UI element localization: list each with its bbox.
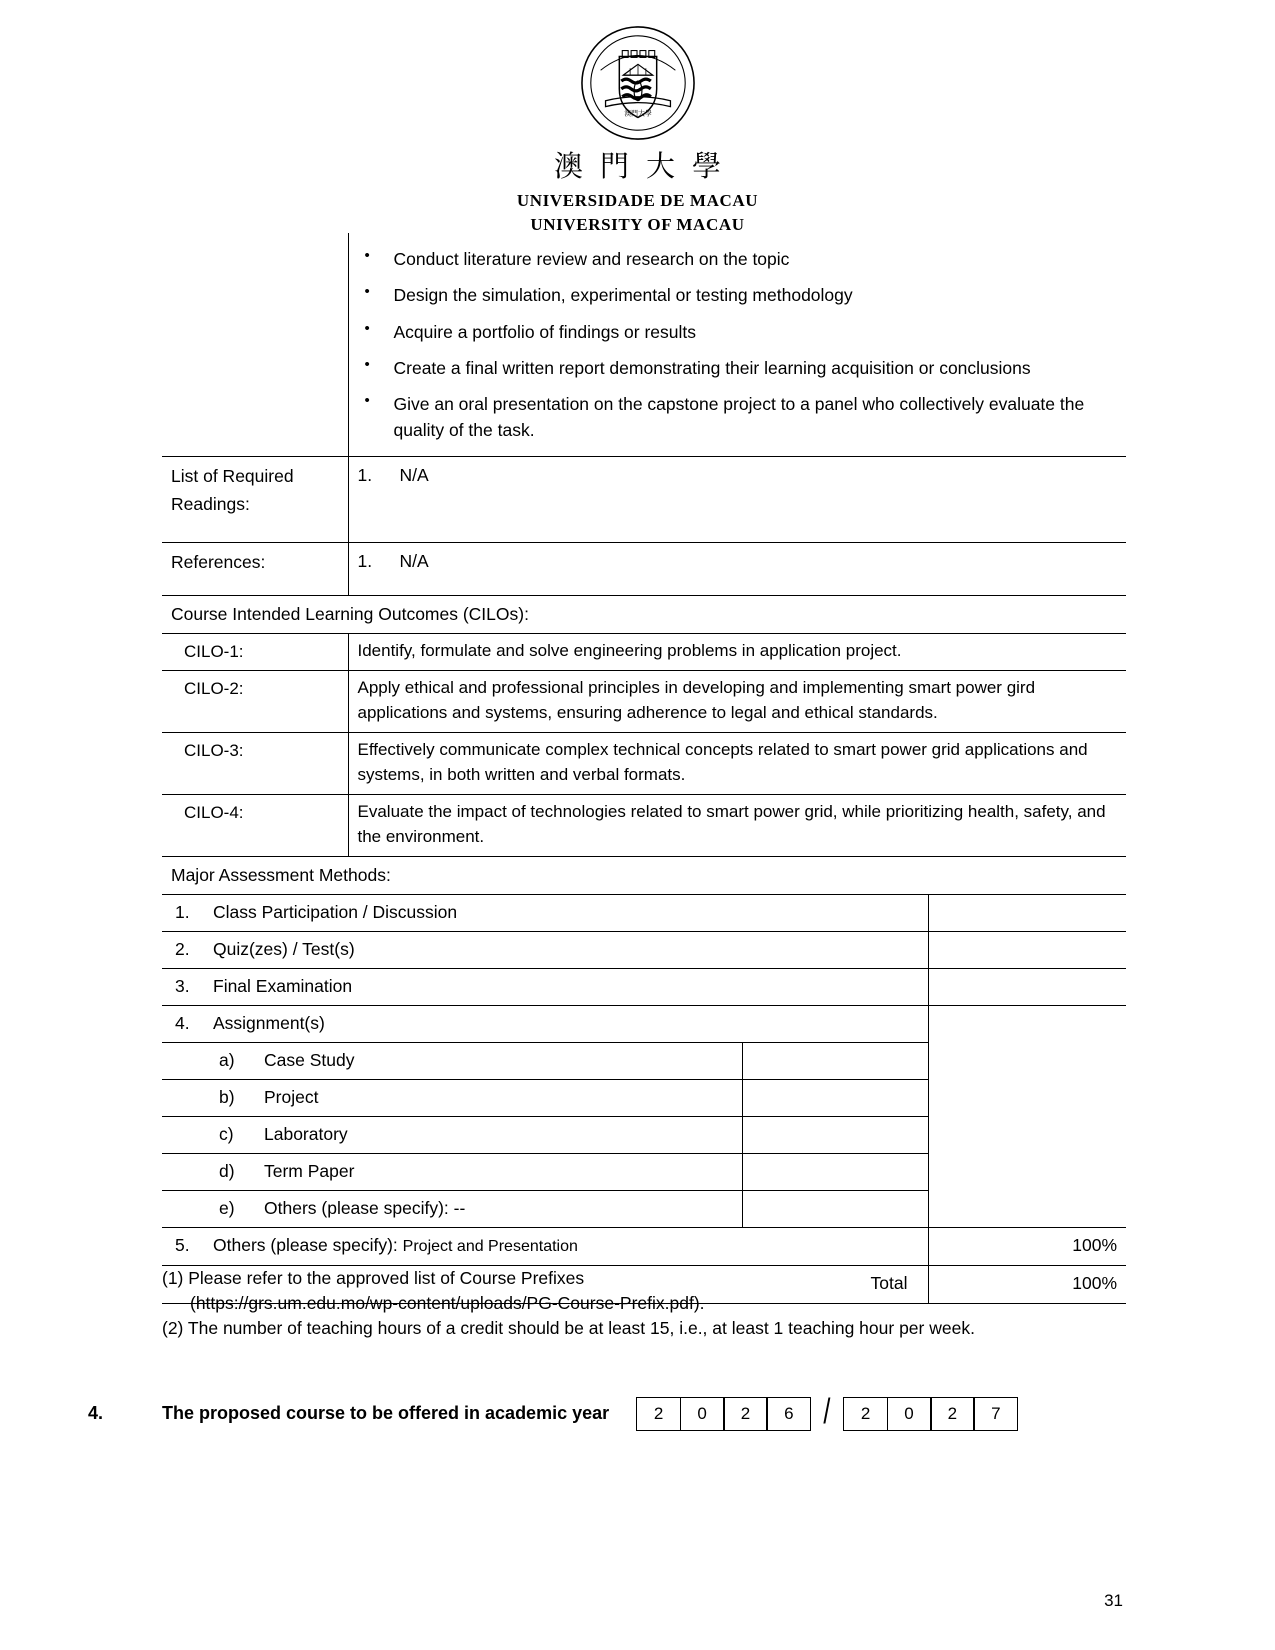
capstone-bullets-cell: [348, 233, 1126, 456]
page-number: 31: [1104, 1591, 1123, 1610]
table-row-cilo-2: [162, 671, 1126, 733]
table-row-cilo-4: [162, 795, 1126, 857]
year-end-digit-3[interactable]: 2: [930, 1397, 975, 1431]
question-4-number: 4.: [88, 1403, 104, 1423]
table-row-assessment-2: [162, 932, 1126, 969]
university-name-portuguese: UNIVERSIDADE DE MACAU: [516, 190, 759, 210]
cilo-1-key-cell: [162, 633, 348, 671]
list-item: • Acquire a portfolio of findings or results: [358, 319, 1118, 345]
assessment-1-item: [171, 900, 919, 925]
year-separator: /: [823, 1392, 831, 1431]
assignment-a-weight[interactable]: [742, 1043, 928, 1080]
table-row-cilos-heading: [162, 595, 1126, 633]
assignment-e-label-cell: [162, 1191, 742, 1228]
assessment-5-label-cell: [162, 1228, 928, 1266]
year-start-digit-4[interactable]: 6: [766, 1397, 811, 1431]
assignment-c-label: Laboratory: [264, 1124, 348, 1145]
table-row-required-readings: [162, 456, 1126, 542]
assignment-d-item: [171, 1159, 733, 1184]
cilo-1-text: Identify, formulate and solve engineering problems in application project.: [357, 640, 902, 660]
total-label: Total: [870, 1273, 908, 1294]
required-readings-label: List of Required Readings:: [162, 456, 348, 542]
cilo-4-key: CILO-4:: [184, 803, 244, 823]
assessment-3-label: Final Examination: [213, 976, 353, 997]
assessment-1-label-cell: [162, 895, 928, 932]
table-row-cilo-3: [162, 733, 1126, 795]
assignment-d-letter: d): [219, 1161, 235, 1182]
list-item: • Conduct literature review and research on the topic: [358, 246, 1118, 272]
assessment-5-number: 5.: [175, 1235, 190, 1256]
year-end-digit-1[interactable]: 2: [843, 1397, 888, 1431]
references-value-cell[interactable]: [348, 542, 1126, 595]
footnote-1-line-2: (https://grs.um.edu.mo/wp-content/uploads/PG-Course-Prefix.pdf).: [190, 1292, 705, 1313]
assessment-2-item: [171, 937, 919, 962]
required-readings-value: N/A: [399, 464, 429, 485]
capstone-bullet-list: [358, 246, 1118, 444]
assessment-1-weight[interactable]: [928, 895, 1126, 932]
assignment-b-label: Project: [264, 1087, 319, 1108]
assessment-4-weight[interactable]: [928, 1006, 1126, 1228]
footnote-1-line-1: (1) Please refer to the approved list of Course Prefixes: [162, 1268, 585, 1288]
assignment-d-weight[interactable]: [742, 1154, 928, 1191]
cilo-2-text: Apply ethical and professional principles in developing and implementing smart power gird applications and systems, ensuring adherence to legal and ethical standards.: [357, 678, 1036, 723]
assessment-5-label: Others (please specify):: [213, 1235, 398, 1256]
assignment-b-letter: b): [219, 1087, 235, 1108]
university-crest-icon: [579, 24, 697, 142]
assessment-4-item: [171, 1011, 919, 1036]
cilo-1-key: CILO-1:: [184, 641, 244, 661]
footnote-2: (2) The number of teaching hours of a credit should be at least 15, i.e., at least 1 teaching hour per week.: [162, 1317, 975, 1338]
question-4-academic-year: [88, 1392, 1188, 1431]
assignment-e-letter: e): [219, 1198, 235, 1219]
references-number: 1.: [357, 550, 373, 571]
cilo-4-key-cell: [162, 795, 348, 857]
assessment-2-label-cell: [162, 932, 928, 969]
university-name-english: UNIVERSITY OF MACAU: [530, 215, 745, 235]
svg-text:澳門大學: 澳門大學: [623, 110, 652, 118]
assessment-heading: Major Assessment Methods:: [171, 865, 391, 886]
table-row-assessment-heading: [162, 857, 1126, 895]
capstone-label-cell: [162, 233, 348, 456]
cilos-heading-cell: [162, 595, 1126, 633]
academic-year-boxes: [636, 1392, 1018, 1431]
assessment-4-label-cell: [162, 1006, 928, 1043]
cilo-4-text-cell[interactable]: [348, 795, 1126, 857]
assessment-5-fill[interactable]: Project and Presentation: [402, 1238, 578, 1256]
assessment-5-weight[interactable]: 100%: [928, 1228, 1126, 1266]
assignment-d-label-cell: [162, 1154, 742, 1191]
letterhead: [0, 24, 1275, 235]
table-row-capstone-tasks: [162, 233, 1126, 456]
assessment-2-number: 2.: [175, 939, 190, 960]
assessment-3-label-cell: [162, 969, 928, 1006]
table-row-assessment-5: [162, 1228, 1126, 1266]
assessment-heading-cell: [162, 857, 1126, 895]
assignment-c-letter: c): [219, 1124, 234, 1145]
total-weight: 100%: [928, 1266, 1126, 1304]
assignment-c-label-cell: [162, 1117, 742, 1154]
assignment-c-item: [171, 1122, 733, 1147]
required-readings-value-cell[interactable]: [348, 456, 1126, 542]
year-start-digit-1[interactable]: 2: [636, 1397, 681, 1431]
cilo-2-text-cell[interactable]: [348, 671, 1126, 733]
assignment-d-label: Term Paper: [264, 1161, 355, 1182]
references-value: N/A: [399, 550, 429, 571]
assignment-c-weight[interactable]: [742, 1117, 928, 1154]
cilos-heading: Course Intended Learning Outcomes (CILOs):: [171, 603, 529, 624]
list-item: • Give an oral presentation on the capstone project to a panel who collectively evaluate the quality of the task.: [358, 391, 1118, 444]
assessment-5-item: [171, 1233, 919, 1258]
assignment-b-weight[interactable]: [742, 1080, 928, 1117]
assessment-2-weight[interactable]: [928, 932, 1126, 969]
year-end-digit-2[interactable]: 0: [887, 1397, 932, 1431]
required-readings-number: 1.: [357, 464, 373, 485]
references-item: [358, 548, 1118, 574]
assignment-e-label: Others (please specify): --: [264, 1198, 466, 1219]
table-row-cilo-1: [162, 633, 1126, 671]
question-4-text: The proposed course to be offered in academic year: [162, 1403, 610, 1423]
assessment-3-item: [171, 974, 919, 999]
course-form-table-wrapper: [162, 233, 1126, 1304]
assignment-b-item: [171, 1085, 733, 1110]
required-readings-item: [358, 462, 1118, 488]
cilo-3-key-cell: [162, 733, 348, 795]
academic-year-end-group: [843, 1397, 1018, 1431]
assignment-a-label-cell: [162, 1043, 742, 1080]
academic-year-start-group: [636, 1397, 811, 1431]
year-start-digit-3[interactable]: 2: [723, 1397, 768, 1431]
assessment-3-weight[interactable]: [928, 969, 1126, 1006]
assessment-2-label: Quiz(zes) / Test(s): [213, 939, 355, 960]
cilo-1-text-cell[interactable]: [348, 633, 1126, 671]
assessment-3-number: 3.: [175, 976, 190, 997]
table-row-assessment-4: [162, 1006, 1126, 1043]
table-row-assessment-1: [162, 895, 1126, 932]
cilo-2-key-cell: [162, 671, 348, 733]
assignment-a-item: [171, 1048, 733, 1073]
university-name-chinese: 澳門大學: [553, 151, 738, 183]
assessment-1-label: Class Participation / Discussion: [213, 902, 458, 923]
cilo-4-text: Evaluate the impact of technologies related to smart power grid, while prioritizing health, safety, and the environment.: [357, 802, 1106, 847]
assignment-a-letter: a): [219, 1050, 235, 1071]
assessment-4-number: 4.: [175, 1013, 190, 1034]
assignment-e-weight[interactable]: [742, 1191, 928, 1228]
footnotes: [162, 1266, 1162, 1341]
cilo-3-text-cell[interactable]: [348, 733, 1126, 795]
assessment-1-number: 1.: [175, 902, 190, 923]
list-item: • Design the simulation, experimental or testing methodology: [358, 282, 1118, 308]
course-form-table: [162, 233, 1126, 1304]
year-start-digit-2[interactable]: 0: [680, 1397, 725, 1431]
cilo-2-key: CILO-2:: [184, 679, 244, 699]
list-item: • Create a final written report demonstrating their learning acquisition or conclusions: [358, 355, 1118, 381]
year-end-digit-4[interactable]: 7: [973, 1397, 1018, 1431]
references-label: References:: [162, 542, 348, 595]
assignment-a-label: Case Study: [264, 1050, 355, 1071]
assessment-4-label: Assignment(s): [213, 1013, 325, 1034]
table-row-assessment-3: [162, 969, 1126, 1006]
cilo-3-text: Effectively communicate complex technical concepts related to smart power grid applications and systems, in both written and verbal formats.: [357, 740, 1088, 785]
assignment-b-label-cell: [162, 1080, 742, 1117]
table-row-references: [162, 542, 1126, 595]
assignment-e-item: [171, 1196, 733, 1221]
cilo-3-key: CILO-3:: [184, 741, 244, 761]
